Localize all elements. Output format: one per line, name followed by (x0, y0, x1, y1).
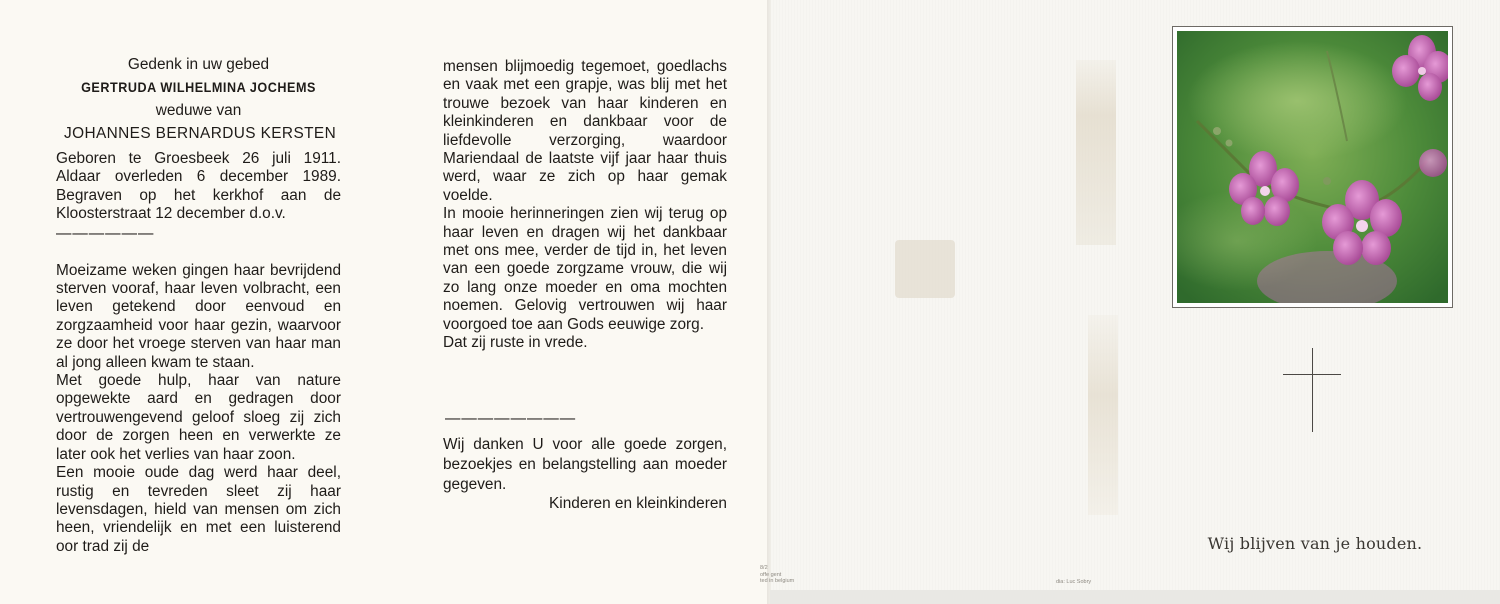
column-left (56, 150, 341, 556)
intro-line: Gedenk in uw gebed (127, 56, 270, 73)
tape-residue (1076, 60, 1116, 245)
scan-edge (770, 590, 1500, 604)
tape-residue (1088, 315, 1118, 515)
motto: Wij blijven van je houden. (1207, 534, 1423, 553)
paragraph-1: Moeizame weken gingen haar bevrijdend sterven vooraf, haar leven volbracht, een leven getekend door eenvoud en zorgzaamheid voor haar gezin, waarvoor ze door het vroege sterven van haar man al jong alleen kwam te staan. (56, 261, 341, 371)
flower-image-icon (1177, 31, 1448, 303)
widow-of-line: weduwe van (155, 102, 242, 119)
cross-horizontal (1283, 374, 1341, 375)
printer-note (760, 565, 794, 585)
birth-death-text: Geboren te Groesbeek 26 juli 1911. Aldaar overleden 6 december 1989. Begraven op het kerkhof aan de Kloosterstraat 12 december d.o.v. (56, 150, 341, 223)
print-line-1: offe gent (760, 571, 782, 578)
signature: Kinderen en kleinkinderen (549, 495, 727, 512)
paragraph-3a: Een mooie oude dag werd haar deel, rustig en tevreden sleet zij haar levensdagen, hield van mensen om zich heen, vriendelijk en met een luisterend oor trad zij de (56, 464, 341, 555)
separator-dashes: —————— (56, 225, 155, 242)
cross-icon (1283, 348, 1341, 432)
paragraph-4: In mooie herinneringen zien wij terug op haar leven en dragen wij het dankbaar met ons mee, verder de tijd in, het leven van een goede zorgzame vrouw, die wij zo lang onze moeder en oma mochten noemen. Gelovig vertrouwen wij haar voorgoed toe aan Gods eeuwige zorg. (443, 205, 727, 333)
paragraph-5: Dat zij ruste in vrede. (443, 334, 588, 352)
column-right (443, 58, 727, 353)
husband-name: JOHANNES BERNARDUS KERSTEN (64, 125, 337, 142)
deceased-name: GERTRUDA WILHELMINA JOCHEMS (81, 79, 316, 95)
card-fold (767, 0, 771, 604)
paragraph-2: Met goede hulp, haar van nature opgewekte aard en gedragen door vertrouwengevend geloof sloeg zij zich door de zorgen heen en verwerkte ze later ook het verlies van haar zoon. (56, 372, 341, 463)
geranium-flower-photo (1177, 31, 1448, 303)
photo-credit: dia: Luc Sobry (1056, 579, 1092, 585)
tape-residue (895, 240, 955, 298)
print-code: 8/2 (760, 565, 768, 571)
cross-vertical (1312, 348, 1313, 432)
separator-dashes: ———————— (445, 410, 577, 427)
thanks-text: Wij danken U voor alle goede zorgen, bezoekjes en belangstelling aan moeder gegeven. (443, 436, 727, 493)
print-line-2: ted in belgium (760, 578, 795, 584)
paragraph-3b: mensen blijmoedig tegemoet, goedlachs en vaak met een grapje, was blij met het trouwe bezoek van haar kinderen en kleinkinderen en dankbaar voor de liefdevolle verzorging, waardoor Mariendaal de laatste vijf jaar haar thuis werd, waar ze zich op haar gemak voelde. (443, 58, 727, 204)
